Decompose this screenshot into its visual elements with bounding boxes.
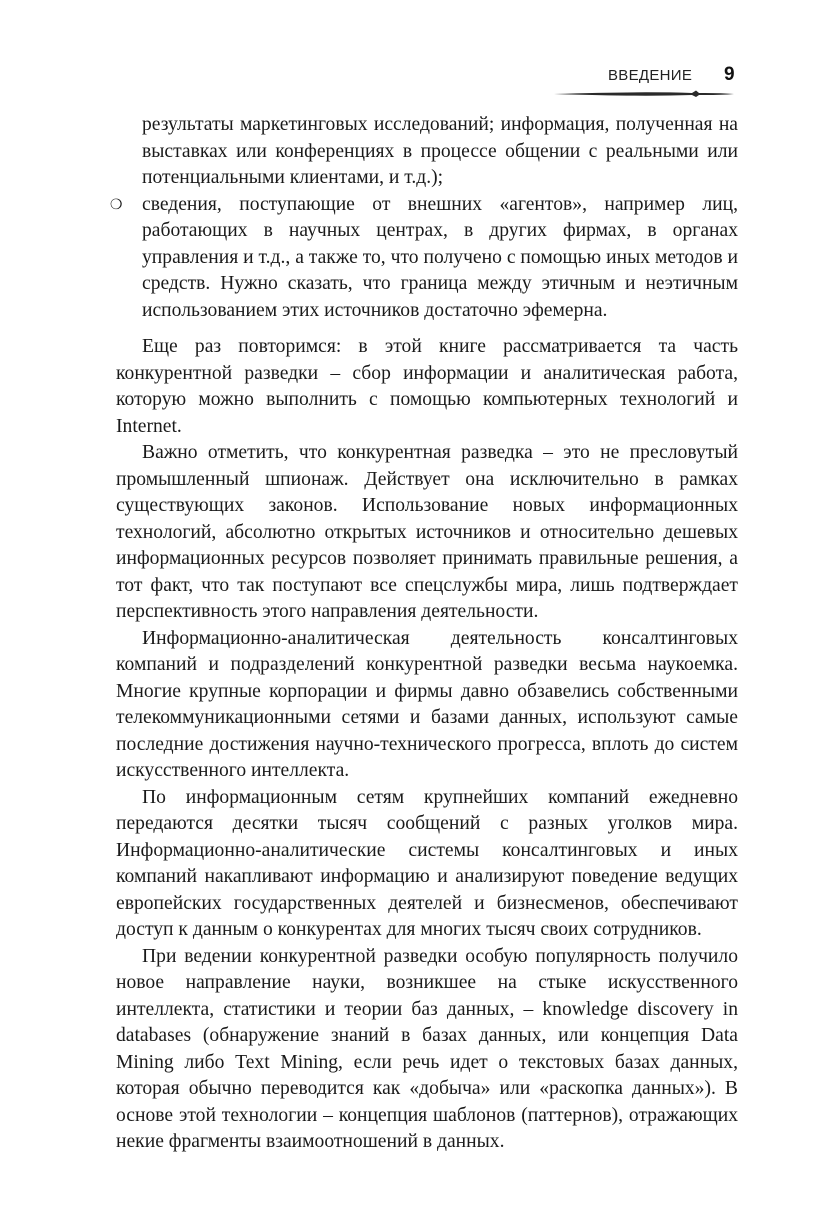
list-item (116, 112, 738, 192)
source-list (110, 112, 738, 324)
circle-bullet-icon: ❍ (110, 196, 123, 213)
header-rule (540, 90, 740, 98)
list-item (110, 192, 738, 325)
paragraph: По информационным сетям крупнейших компаний ежедневно передаются десятки тысяч сообщений с разных уголков мира. Информационно-аналитические системы консалтинговых и иных компаний накапливают информацию и анализируют поведение ведущих европейских государственных деятелей и бизнесменов, обеспечивают доступ к данным о конкурентах для многих тысяч своих сотрудников. (116, 786, 738, 940)
page-body (110, 112, 738, 1156)
paragraph: При ведении конкурентной разведки особую популярность получило новое направление науки, возникшее на стыке искусственного интеллекта, статистики и теории баз данных, – knowledge discovery in databases (обнаружение знаний в базах данных, или концепция Data Mining либо Text Mining, если речь идет о текстовых базах данных, которая обычно переводится как «добыча» или «раскопка данных»). В основе этой технологии – концепция шаблонов (паттернов), отражающих некие фрагменты взаимоотношений в данных. (116, 945, 738, 1152)
list-item-text: результаты маркетинговых исследований; информация, полученная на выставках или конференциях в процессе общении с реальными или потенциальными клиентами, и т.д.); (142, 114, 738, 188)
paragraph: Важно отметить, что конкурентная разведка – это не пресловутый промышленный шпионаж. Действует она исключительно в рамках существующих законов. Использование новых информационных технологий, абсолютно открытых источников и относительно дешевых информационных ресурсов позволяет принимать правильные решения, а тот факт, что так поступают все спецслужбы мира, лишь подтверждает перспективность этого направления деятельности. (116, 442, 738, 622)
running-head (540, 64, 740, 100)
list-item-text: сведения, поступающие от внешних «агентов», например лиц, работающих в научных центрах, в других фирмах, в органах управления и т.д., а также то, что получено с помощью иных методов и средств. Нужно сказать, что граница между этичным и неэтичным использованием этих источников достаточно эфемерна. (142, 193, 738, 321)
page-number: 9 (724, 64, 735, 85)
paragraph: Информационно-аналитическая деятельность консалтинговых компаний и подразделений конкурентной разведки весьма наукоемка. Многие крупные корпорации и фирмы давно обзавелись собственными телекоммуникационными сетями и базами данных, используют самые последние достижения научно-технического прогресса, вплоть до систем искусственного интеллекта. (116, 627, 738, 781)
section-title: ВВЕДЕНИЕ (608, 67, 693, 84)
paragraph: Еще раз повторимся: в этой книге рассматривается та часть конкурентной разведки – сбор информации и аналитическая работа, которую можно выполнить с помощью компьютерных технологий и Internet. (116, 336, 738, 437)
